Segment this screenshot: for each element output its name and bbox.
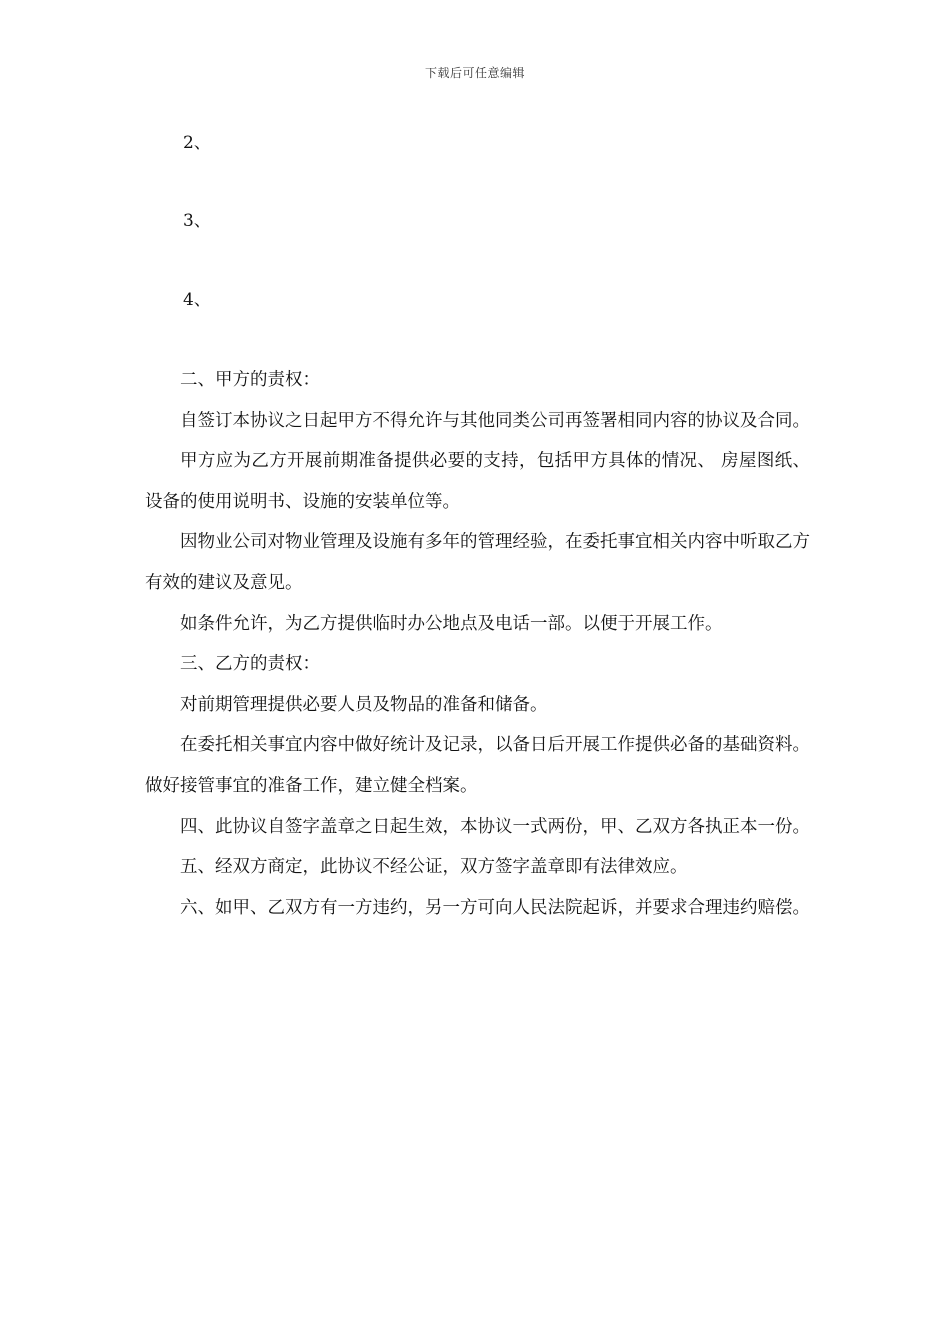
- paragraph: 在委托相关事宜内容中做好统计及记录，以备日后开展工作提供必备的基础资料。做好接管事宜的准备工作，建立健全档案。: [145, 735, 810, 796]
- section-heading-party-a: 二、甲方的责权：: [180, 370, 320, 390]
- agreement-body: [145, 360, 810, 928]
- section-heading-party-b: 三、乙方的责权：: [180, 654, 320, 675]
- clause-five: 五、经双方商定，此协议不经公证，双方签字盖章即有法律效应。: [180, 857, 688, 878]
- clause-four: 四、此协议自签字盖章之日起生效，本协议一式两份，甲、乙双方各执正本一份。: [180, 816, 810, 837]
- page-header-note: 下载后可任意编辑: [424, 66, 525, 80]
- paragraph: 如条件允许，为乙方提供临时办公地点及电话一部。以便于开展工作。: [180, 613, 723, 634]
- paragraph: 对前期管理提供必要人员及物品的准备和储备。: [180, 694, 548, 715]
- list-item-2: 2、: [183, 133, 211, 153]
- paragraph: 自签订本协议之日起甲方不得允许与其他同类公司再签署相同内容的协议及合同。: [180, 410, 810, 431]
- clause-six: 六、如甲、乙双方有一方违约，另一方可向人民法院起诉，并要求合理违约赔偿。: [180, 897, 810, 918]
- list-item-4: 4、: [183, 290, 211, 310]
- paragraph: 因物业公司对物业管理及设施有多年的管理经验，在委托事宜相关内容中听取乙方有效的建议及意见。: [145, 532, 810, 593]
- list-item-3: 3、: [183, 211, 211, 231]
- paragraph: 甲方应为乙方开展前期准备提供必要的支持，包括甲方具体的情况、 房屋图纸、设备的使用说明书、设施的安装单位等。: [145, 451, 810, 512]
